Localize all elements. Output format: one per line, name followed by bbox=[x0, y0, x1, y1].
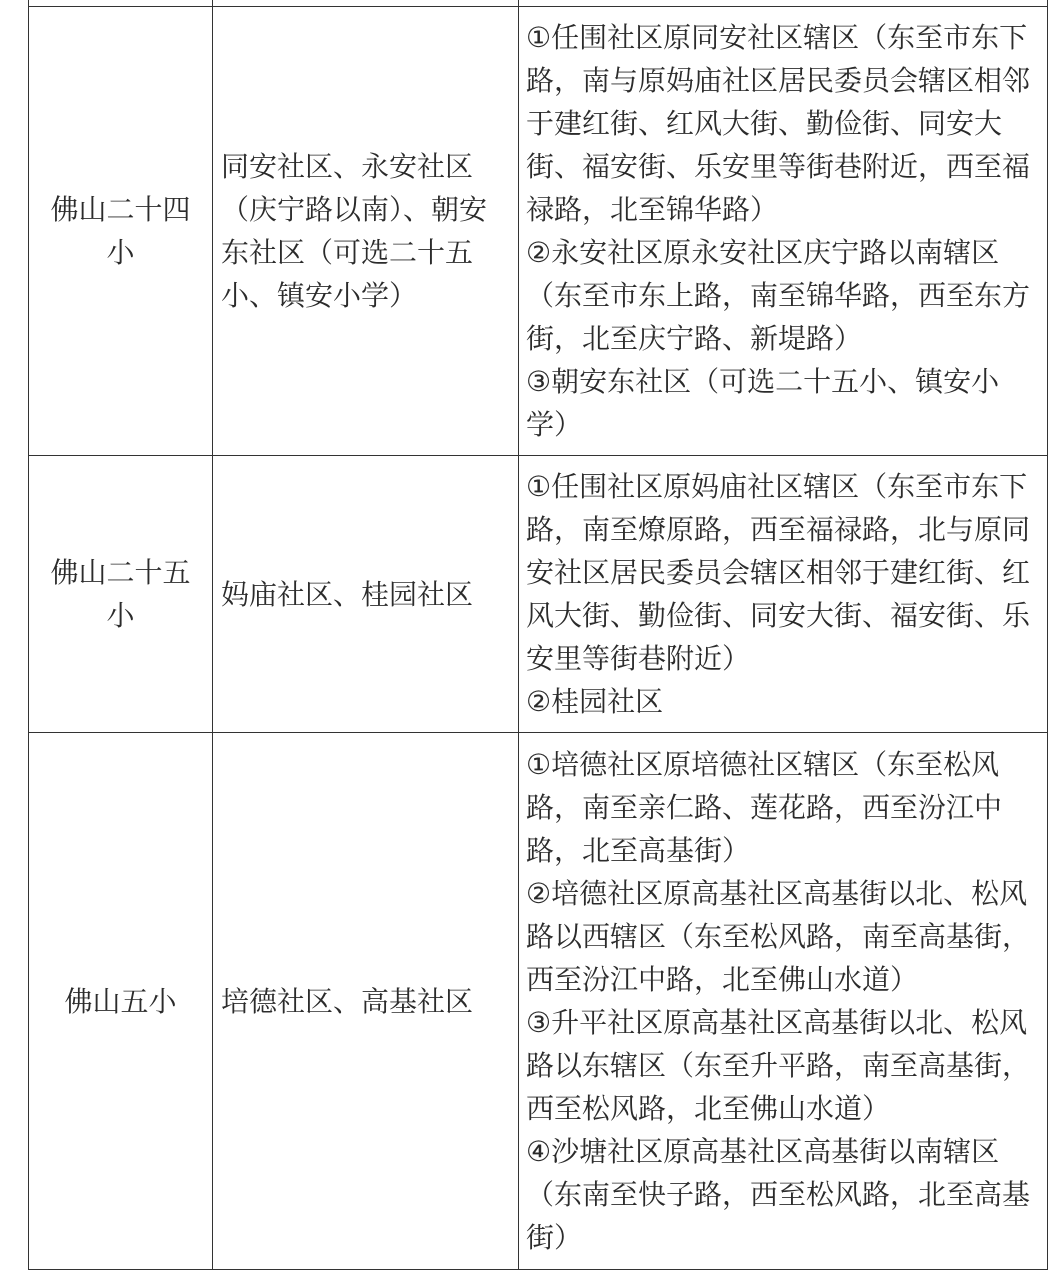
school-name-cell: 佛山二十五小 bbox=[29, 456, 213, 733]
community-cell: 培德社区、高基社区 bbox=[213, 733, 519, 1270]
area-detail-item: ②永安社区原永安社区庆宁路以南辖区（东至市东上路，南至锦华路，西至东方街，北至庆宁路、新堤路） bbox=[526, 236, 1031, 355]
community-cell: 妈庙社区、桂园社区 bbox=[213, 456, 519, 733]
area-detail-cell bbox=[519, 733, 1048, 1270]
table-row bbox=[29, 7, 1048, 456]
school-district-table bbox=[28, 0, 1048, 1270]
area-detail-item: ①培德社区原培德社区辖区（东至松风路，南至亲仁路、莲花路，西至汾江中路，北至高基街） bbox=[526, 748, 1003, 867]
area-detail-cell bbox=[519, 7, 1048, 456]
area-detail-item: ②桂园社区 bbox=[526, 685, 664, 718]
area-detail-item: ③朝安东社区（可选二十五小、镇安小学） bbox=[526, 365, 1000, 441]
table-container bbox=[28, 0, 1047, 1270]
school-name-cell: 佛山二十四小 bbox=[29, 7, 213, 456]
area-detail-cell bbox=[519, 456, 1048, 733]
area-detail-item: ③升平社区原高基社区高基街以北、松风路以东辖区（东至升平路，南至高基街，西至松风路，北至佛山水道） bbox=[526, 1006, 1031, 1125]
area-detail-item: ①任围社区原同安社区辖区（东至市东下路，南与原妈庙社区居民委员会辖区相邻于建红街、红风大街、勤俭街、同安大街、福安街、乐安里等街巷附近，西至福禄路，北至锦华路） bbox=[526, 21, 1031, 226]
table-row bbox=[29, 456, 1048, 733]
area-detail-item: ①任围社区原妈庙社区辖区（东至市东下路，南至燎原路，西至福禄路，北与原同安社区居民委员会辖区相邻于建红街、红风大街、勤俭街、同安大街、福安街、乐安里等街巷附近） bbox=[526, 470, 1031, 675]
area-detail-item: ④沙塘社区原高基社区高基街以南辖区（东南至快子路，西至松风路，北至高基街） bbox=[526, 1135, 1031, 1254]
community-cell: 同安社区、永安社区（庆宁路以南）、朝安东社区（可选二十五小、镇安小学） bbox=[213, 7, 519, 456]
area-detail-item: ②培德社区原高基社区高基街以北、松风路以西辖区（东至松风路，南至高基街，西至汾江中路，北至佛山水道） bbox=[526, 877, 1031, 996]
table-row bbox=[29, 733, 1048, 1270]
school-name-cell: 佛山五小 bbox=[29, 733, 213, 1270]
